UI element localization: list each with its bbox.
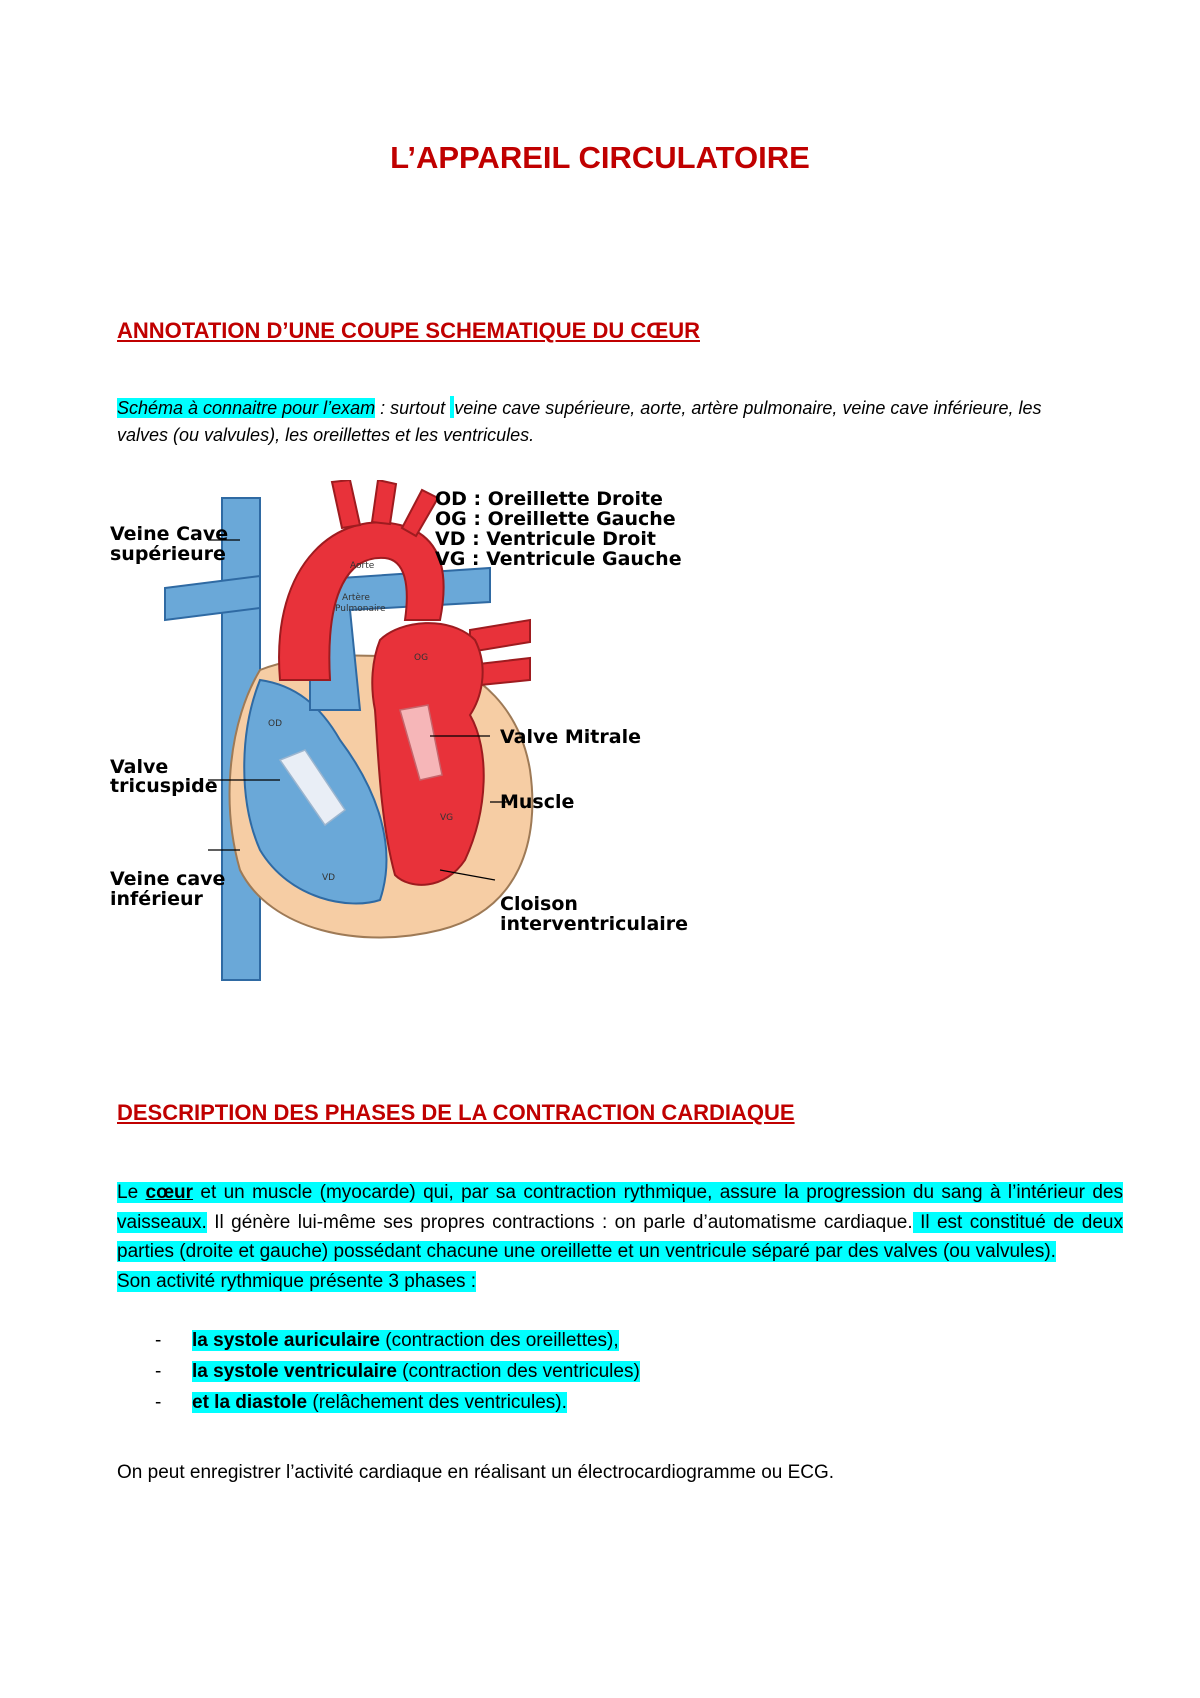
phase-item: [117, 1387, 640, 1418]
phase-item: [117, 1356, 640, 1387]
label-cloison-1: Cloison: [500, 893, 578, 915]
ecg-line: On peut enregistrer l’activité cardiaque en réalisant un électrocardiogramme ou ECG.: [117, 1462, 835, 1483]
intro-rest: veine cave supérieure, aorte, artère pulmonaire, veine cave inférieure, les valves (ou valvules), les oreillettes et les ventricules.: [117, 398, 1042, 445]
phase-rest: (contraction des ventricules): [396, 1361, 640, 1382]
label-vci-1: Veine cave: [110, 868, 226, 890]
aorta-branch-2: [372, 480, 396, 524]
phases-list: [117, 1325, 640, 1418]
section-heading-phases: DESCRIPTION DES PHASES DE LA CONTRACTION CARDIAQUE: [117, 1100, 795, 1125]
aorta-branch-3: [402, 490, 438, 536]
label-vci-2: inférieur: [110, 888, 203, 910]
label-artere-1: Artère: [342, 593, 370, 603]
para-part-4: Il est constitué de deux parties (droite et gauche) possédant chacune une oreillette et un ventricule séparé par des valves (ou valvules).: [117, 1211, 1123, 1262]
label-vcs-2: supérieure: [110, 543, 226, 565]
label-valve-tri-2: tricuspide: [110, 775, 218, 797]
para-part-3: Il génère lui-même ses propres contractions : on parle d’automatisme cardiaque.: [206, 1211, 913, 1233]
label-muscle: Muscle: [500, 791, 575, 813]
description-paragraph: [117, 1178, 1123, 1296]
list-dash: -: [155, 1330, 162, 1351]
legend-od: OD : Oreillette Droite: [435, 488, 663, 510]
phase-bold: et la diastole: [192, 1392, 308, 1413]
phase-bold: la systole ventriculaire: [192, 1361, 397, 1382]
heart-diagram: [110, 480, 720, 990]
list-dash: -: [155, 1392, 162, 1413]
list-dash: -: [155, 1361, 162, 1382]
intro-highlight: Schéma à connaitre pour l’exam: [117, 398, 376, 418]
para-text-1: Le: [117, 1182, 146, 1203]
label-od: OD: [268, 719, 283, 729]
legend-og: OG : Oreillette Gauche: [435, 508, 676, 530]
legend-vg: VG : Ventricule Gauche: [435, 548, 682, 570]
label-valve-tri-1: Valve: [110, 756, 169, 778]
label-vcs-1: Veine Cave: [110, 523, 229, 545]
para-coeur: cœur: [145, 1182, 194, 1203]
aorta-branch-1: [332, 480, 360, 528]
label-valve-mitrale: Valve Mitrale: [500, 726, 641, 748]
phase-rest: (relâchement des ventricules).: [307, 1392, 567, 1413]
label-vd: VD: [322, 873, 336, 883]
label-artere-2: Pulmonaire: [335, 604, 386, 614]
phase-rest: (contraction des oreillettes),: [380, 1330, 619, 1351]
label-og: OG: [414, 653, 429, 663]
label-cloison-2: interventriculaire: [500, 913, 689, 935]
legend-vd: VD : Ventricule Droit: [435, 528, 656, 550]
phase-item: [117, 1325, 640, 1356]
intro-part2: : surtout: [375, 398, 451, 418]
intro-paragraph: [117, 395, 1077, 449]
phase-bold: la systole auriculaire: [192, 1330, 380, 1351]
page-title: L’APPAREIL CIRCULATOIRE: [390, 140, 810, 175]
label-vg: VG: [440, 813, 454, 823]
activity-line: Son activité rythmique présente 3 phases :: [117, 1270, 477, 1292]
label-aorte: Aorte: [350, 561, 375, 571]
para-text-2: et un muscle (myocarde) qui, par sa contraction rythmique, assure la progression du sang à l’intérieur des vaisseaux.: [117, 1182, 1123, 1233]
section-heading-annotation: ANNOTATION D’UNE COUPE SCHEMATIQUE DU CŒUR: [117, 318, 700, 343]
